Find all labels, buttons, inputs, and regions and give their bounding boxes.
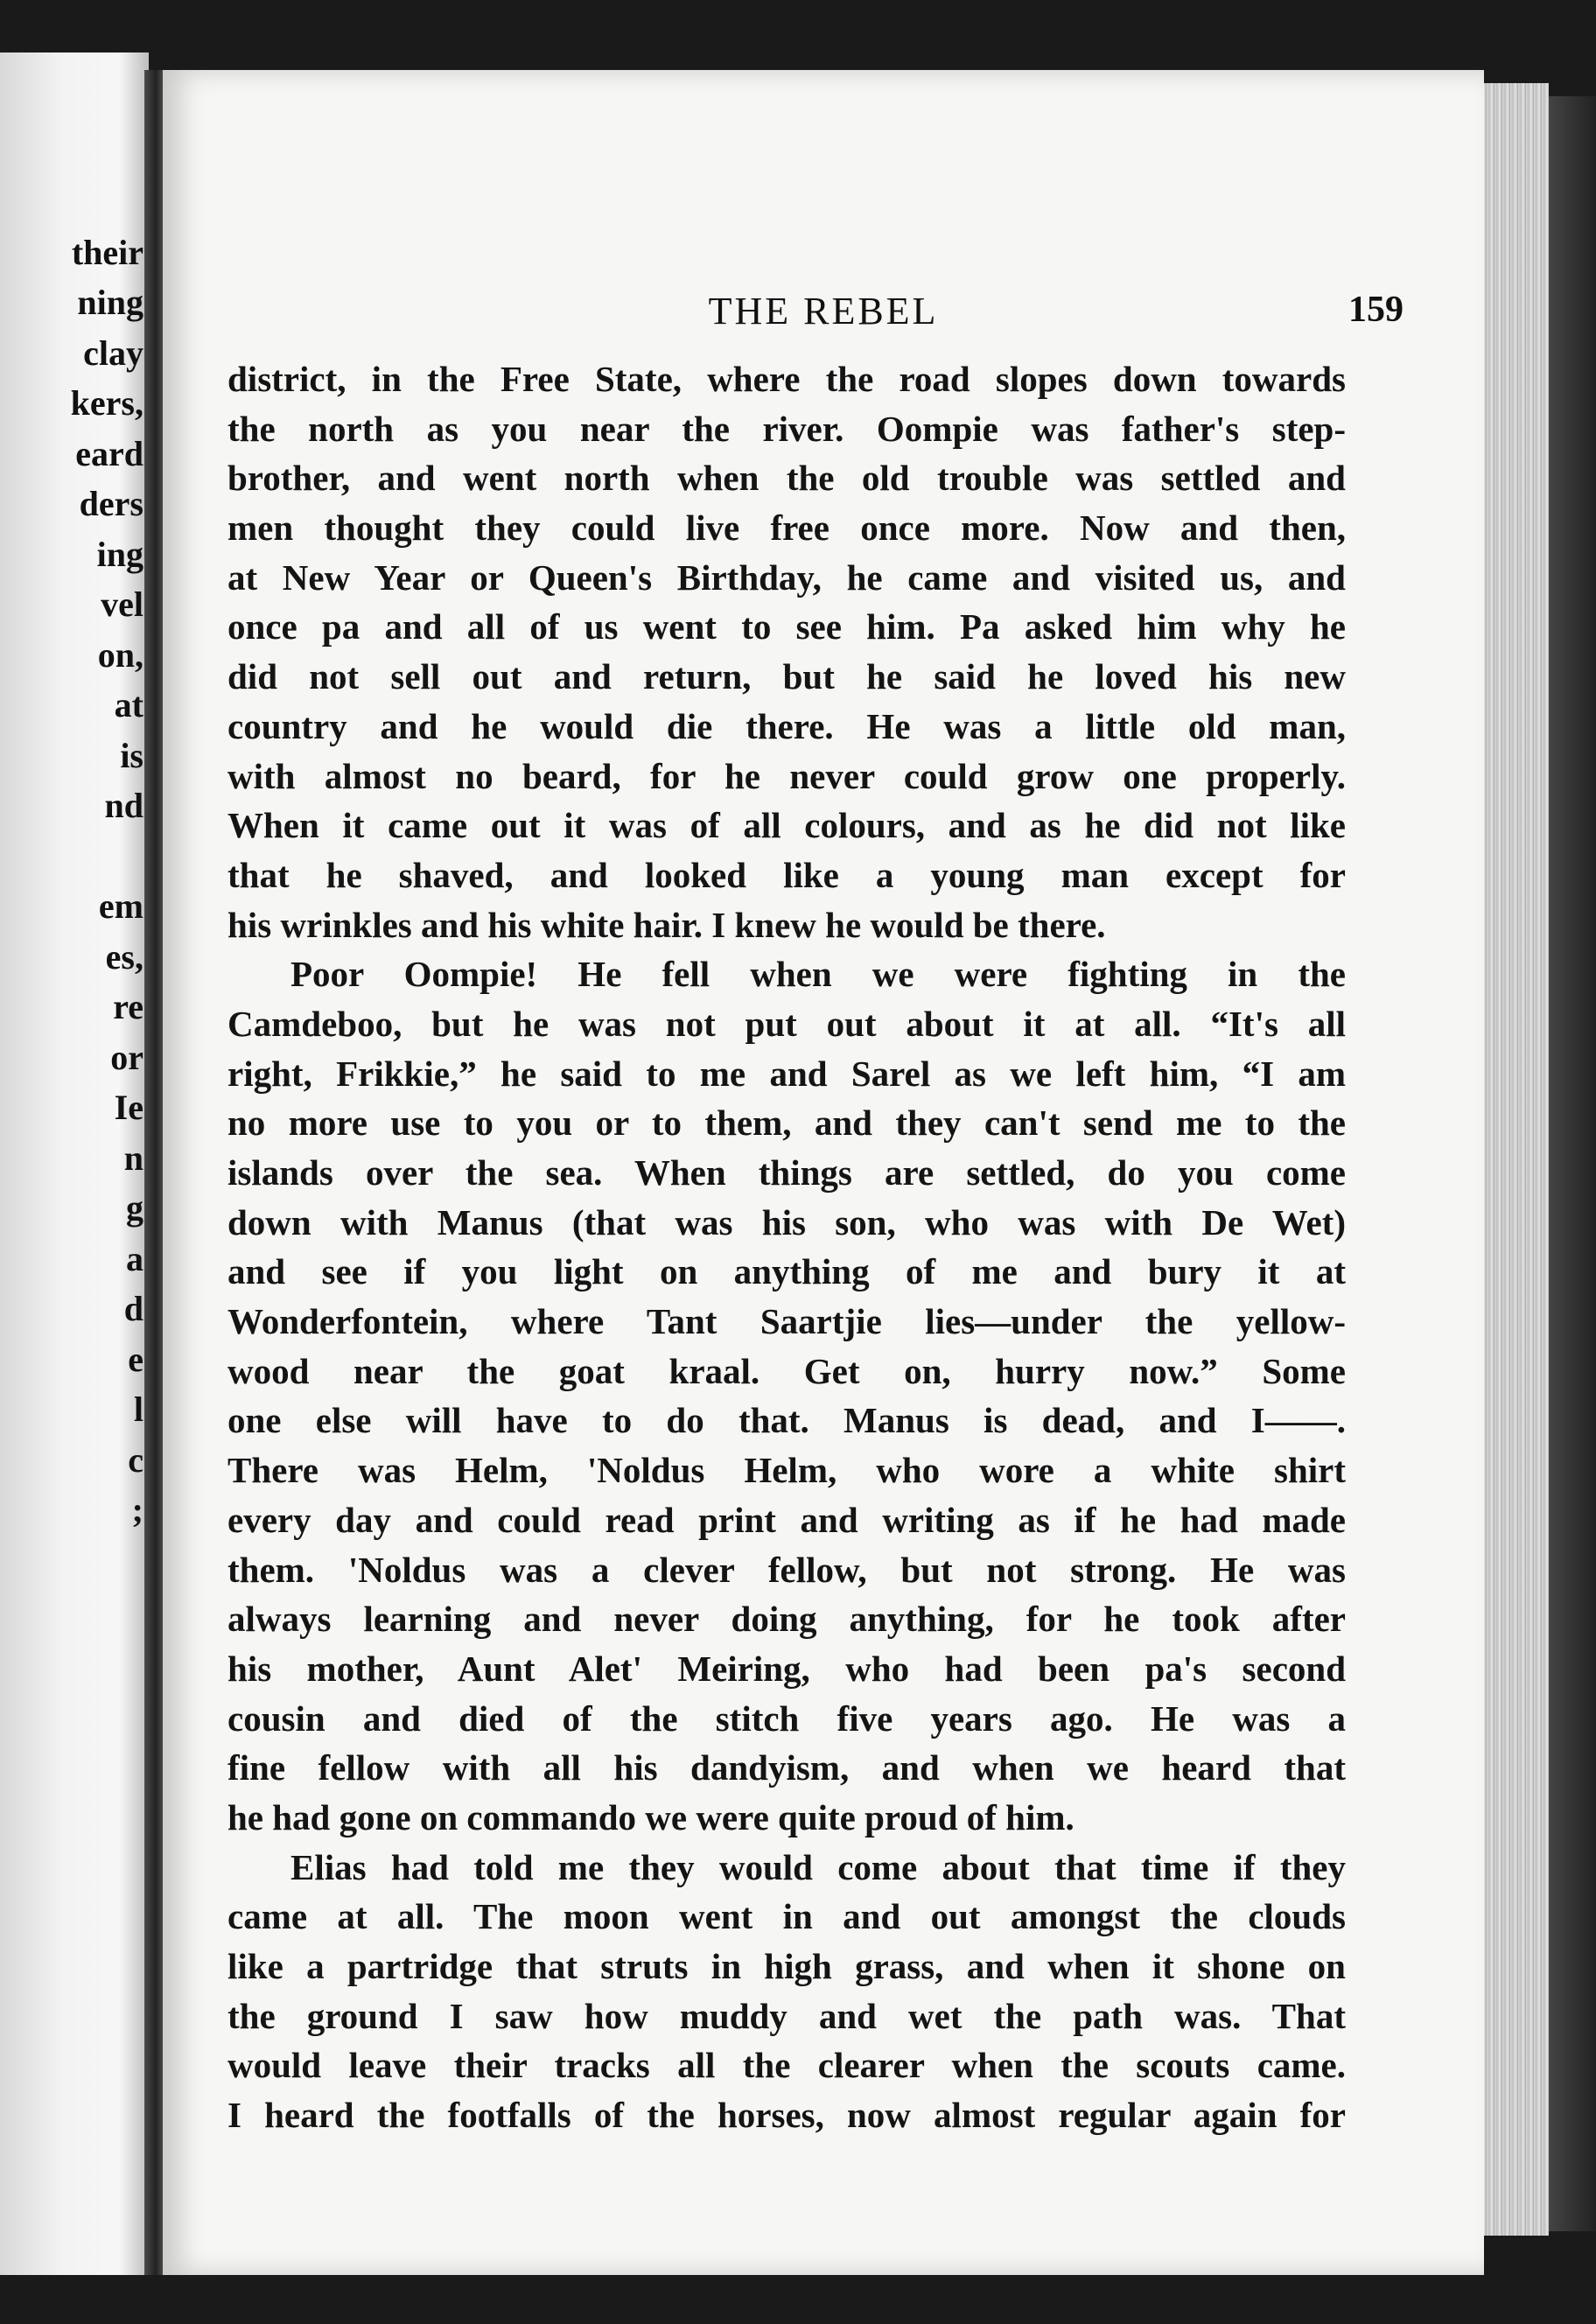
text-line: came at all. The moon went in and out amongst the clouds [228,1896,1346,1937]
text-line: cousin and died of the stitch five years ago. He was a [228,1698,1346,1739]
text-line: did not sell out and return, but he said he loved his new [228,656,1346,697]
left-page-edge [0,52,149,2275]
left-page-word-fragment: ; [131,1490,144,1530]
text-line: the ground I saw how muddy and wet the path was. That [228,1995,1346,2036]
text-line: one else will have to do that. Manus is dead, and I——. [228,1400,1346,1441]
page-number: 159 [1348,290,1404,330]
paragraph [228,949,1346,1842]
text-line: right, Frikkie,” he said to me and Sarel as we left him, “I am [228,1053,1346,1094]
left-page-word-fragment: clay [83,333,144,373]
left-page-word-fragment: on, [97,635,144,675]
paragraph [228,1843,1346,2140]
left-page-word-fragment: ders [79,484,144,523]
book-cover-edge [1549,96,1596,2231]
text-line: district, in the Free State, where the road slopes down towards [228,359,1346,399]
left-page-word-fragment: a [126,1239,144,1278]
text-line: Elias had told me they would come about that time if they [290,1846,1346,1887]
text-line: at New Year or Queen's Birthday, he came and visited us, and [228,556,1346,598]
text-line: the north as you near the river. Oompie was father's step- [228,408,1346,449]
text-line: no more use to you or to them, and they can't send me to the [228,1102,1346,1144]
left-page-word-fragment: ning [77,283,144,322]
text-line: he had gone on commando we were quite proud of him. [228,1796,1074,1838]
text-line: with almost no beard, for he never could grow one properly. [228,755,1346,796]
left-page-word-fragment: em [98,886,144,926]
text-line: Poor Oompie! He fell when we were fighting in the [290,954,1346,995]
left-page-word-fragment: re [113,987,144,1026]
text-line: brother, and went north when the old trouble was settled and [228,458,1346,499]
text-line: and see if you light on anything of me and bury it at [228,1251,1346,1292]
text-line: would leave their tracks all the clearer when the scouts came. [228,2045,1346,2086]
text-line: Wonderfontein, where Tant Saartjie lies—under the yellow- [228,1301,1346,1342]
left-page-word-fragment: is [120,736,144,775]
left-page-word-fragment: e [128,1340,144,1379]
text-line: them. 'Noldus was a clever fellow, but not strong. He was [228,1549,1346,1590]
left-page-word-fragment: l [133,1390,144,1429]
left-page-word-fragment: es, [105,937,144,976]
left-page-word-fragment: kers, [70,383,144,423]
text-line: that he shaved, and looked like a young man except for [228,854,1346,895]
text-line: fine fellow with all his dandyism, and when we heard that [228,1747,1346,1788]
text-line: down with Manus (that was his son, who was with De Wet) [228,1201,1346,1242]
text-line: his mother, Aunt Alet' Meiring, who had been pa's second [228,1648,1346,1689]
left-page-word-fragment: their [71,233,144,272]
running-head [163,289,1484,341]
running-title: THE REBEL [708,290,939,332]
text-line: once pa and all of us went to see him. Pa asked him why he [228,606,1346,648]
body-text [228,354,1346,2140]
text-line: country and he would die there. He was a little old man, [228,705,1346,746]
text-line: I heard the footfalls of the horses, now almost regular again for [228,2095,1346,2136]
left-page-word-fragment: ing [96,535,144,574]
text-line: always learning and never doing anything, for he took after [228,1599,1346,1640]
left-page-word-fragment: g [126,1188,144,1228]
left-page-word-fragment: at [114,685,144,724]
text-line: wood near the goat kraal. Get on, hurry now.” Some [228,1350,1346,1391]
left-page-word-fragment: Ie [114,1088,144,1127]
text-line: islands over the sea. When things are settled, do you come [228,1152,1346,1193]
left-page-word-fragment: n [123,1138,144,1178]
text-line: his wrinkles and his white hair. I knew he would be there. [228,904,1106,945]
left-page-word-fragment: vel [101,584,144,624]
page-stack-edge [1479,83,1549,2236]
text-line: men thought they could live free once more. Now and then, [228,508,1346,549]
text-line: like a partridge that struts in high grass, and when it shone on [228,1946,1346,1986]
text-line: Camdeboo, but he was not put out about it at all. “It's all [228,1003,1346,1044]
text-line: When it came out it was of all colours, and as he did not like [228,805,1346,846]
left-page-word-fragment: nd [104,786,144,825]
left-page-word-fragment: or [110,1038,144,1077]
left-page-word-fragment: d [123,1289,144,1328]
text-line: every day and could read print and writing as if he had made [228,1499,1346,1540]
left-page-word-fragment: eard [75,434,144,473]
left-page-word-fragment: c [128,1440,144,1480]
text-line: There was Helm, 'Noldus Helm, who wore a white shirt [228,1450,1346,1491]
paragraph [228,354,1346,949]
book-page [163,70,1484,2275]
